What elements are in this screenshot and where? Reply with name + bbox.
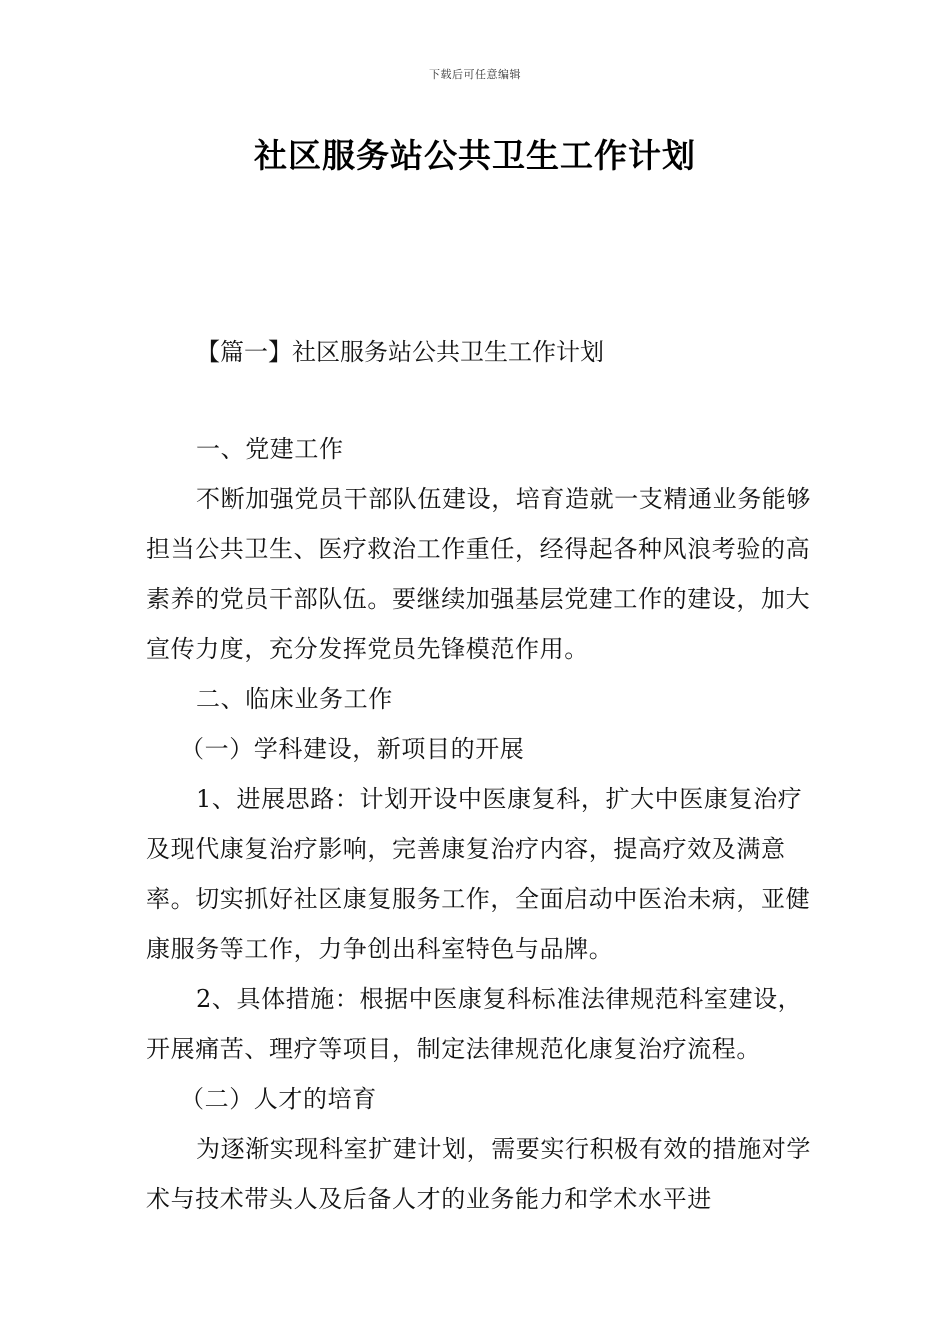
document-title: 社区服务站公共卫生工作计划 — [254, 136, 696, 175]
subheading-discipline-building: （一）学科建设，新项目的开展 — [180, 735, 525, 763]
paragraph-party-building: 不断加强党员干部队伍建设，培育造就一支精通业务能够担当公共卫生、医疗救治工作重任，经得起各种风浪考验的高素养的党员干部队伍。要继续加强基层党建工作的建设，加大宣传力度，充分发挥党员先锋模范作用。 — [146, 485, 811, 663]
paragraph-talent-training: 为逐渐实现科室扩建计划，需要实行积极有效的措施对学术与技术带头人及后备人才的业务能力和学术水平进 — [146, 1135, 811, 1213]
subheading-talent-training: （二）人才的培育 — [180, 1085, 377, 1113]
heading-clinical-work: 二、临床业务工作 — [196, 685, 393, 713]
section-title: 【篇一】社区服务站公共卫生工作计划 — [196, 338, 604, 366]
header-note: 下载后可任意编辑 — [429, 68, 521, 81]
document-body — [146, 424, 816, 1224]
paragraph-specific-measures: 2、具体措施：根据中医康复科标准法律规范科室建设，开展痛苦、理疗等项目，制定法律规范化康复治疗流程。 — [146, 985, 803, 1063]
paragraph-development-ideas: 1、进展思路：计划开设中医康复科，扩大中医康复治疗及现代康复治疗影响，完善康复治疗内容，提高疗效及满意率。切实抓好社区康复服务工作，全面启动中医治未病，亚健康服务等工作，力争创出科室特色与品牌。 — [146, 785, 811, 963]
heading-party-building: 一、党建工作 — [196, 435, 344, 463]
